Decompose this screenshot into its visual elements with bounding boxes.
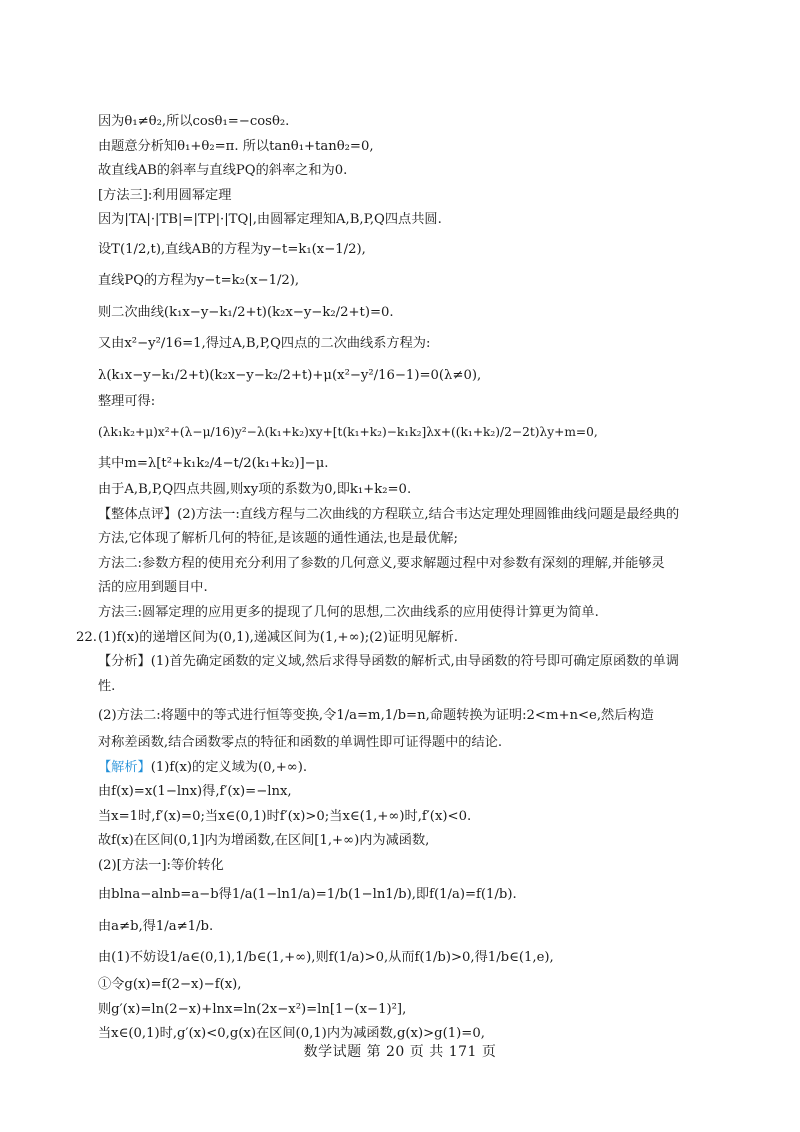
text-line: 由blna−alnb=a−b得1/a(1−ln1/a)=1/b(1−ln1/b),即f(1/a)=f(1/b). xyxy=(98,887,517,903)
text-line: 因为θ₁≠θ₂,所以cosθ₁=−cosθ₂. xyxy=(98,114,290,129)
question-header xyxy=(76,628,748,648)
page-footer: 数学试题 第 20 页 共 171 页 xyxy=(303,1044,497,1060)
text-line: 由题意分析知θ₁+θ₂=π. 所以tanθ₁+tanθ₂=0, xyxy=(98,138,374,154)
text-line: 整理可得: xyxy=(98,394,156,410)
text-line: 则二次曲线(k₁x−y−k₁/2+t)(k₂x−y−k₂/2+t)=0. xyxy=(98,304,394,320)
text-line: 因为|TA|·|TB|=|TP|·|TQ|,由圆幂定理知A,B,P,Q四点共圆. xyxy=(98,212,442,228)
text-line: 故f(x)在区间(0,1]内为增函数,在区间[1,+∞)内为减函数, xyxy=(98,833,430,849)
text-line: ①令g(x)=f(2−x)−f(x), xyxy=(98,976,242,992)
text-line: 由f(x)=x(1−lnx)得,f′(x)=−lnx, xyxy=(98,784,292,800)
text-line: 由(1)不妨设1/a∈(0,1),1/b∈(1,+∞),则f(1/a)>0,从而f(1/b)>0,得1/b∈(1,e), xyxy=(98,950,554,966)
text-line: 当x∈(0,1)时,g′(x)<0,g(x)在区间(0,1)内为减函数,g(x)>g(1)=0, xyxy=(98,1026,485,1042)
analysis-tag: 【解析】 xyxy=(98,759,151,775)
text-line: 活的应用到题目中. xyxy=(98,580,208,596)
text-line: 方法,它体现了解析几何的特征,是该题的通性通法,也是最优解; xyxy=(98,531,458,547)
text-line: 又由x²−y²/16=1,得过A,B,P,Q四点的二次曲线系方程为: xyxy=(98,336,431,352)
text-line: λ(k₁x−y−k₁/2+t)(k₂x−y−k₂/2+t)+μ(x²−y²/16−1)=0(λ≠0), xyxy=(98,367,482,383)
answer-summary: (1)f(x)的递增区间为(0,1),递减区间为(1,+∞);(2)证明见解析. xyxy=(98,629,458,645)
text-line: 其中m=λ[t²+k₁k₂/4−t/2(k₁+k₂)]−μ. xyxy=(98,455,329,471)
analysis-line xyxy=(98,758,748,778)
text-line: 直线PQ的方程为y−t=k₂(x−1/2), xyxy=(98,273,300,289)
text-line: 方法三:圆幂定理的应用更多的提现了几何的思想,二次曲线系的应用使得计算更为简单. xyxy=(98,605,599,621)
text-line: 由a≠b,得1/a≠1/b. xyxy=(98,918,214,934)
text-line: (2)[方法一]:等价转化 xyxy=(98,857,224,873)
text-line: 对称差函数,结合函数零点的特征和函数的单调性即可证得题中的结论. xyxy=(98,734,503,750)
text-line: 方法二:参数方程的使用充分利用了参数的几何意义,要求解题过程中对参数有深刻的理解,并能够灵 xyxy=(98,555,665,571)
text-line: 则g′(x)=ln(2−x)+lnx=ln(2x−x²)=ln[1−(x−1)²], xyxy=(98,1001,407,1017)
text-line: (λk₁k₂+μ)x²+(λ−μ/16)y²−λ(k₁+k₂)xy+[t(k₁+k₂)−k₁k₂]λx+((k₁+k₂)/2−2t)λy+m=0, xyxy=(98,425,598,440)
text-line: 【整体点评】(2)方法一:直线方程与二次曲线的方程联立,结合韦达定理处理圆锥曲线问题是最经典的 xyxy=(98,506,680,522)
content-body xyxy=(76,112,748,1049)
text-line: 设T(1/2,t),直线AB的方程为y−t=k₁(x−1/2), xyxy=(98,241,366,257)
text-line: 当x=1时,f′(x)=0;当x∈(0,1)时f′(x)>0;当x∈(1,+∞)时,f′(x)<0. xyxy=(98,808,472,824)
question-number: 22. xyxy=(76,629,97,645)
text-line: (2)方法二:将题中的等式进行恒等变换,令1/a=m,1/b=n,命题转换为证明:2<m+n<e,然后构造 xyxy=(98,708,654,724)
text-line: 【分析】(1)首先确定函数的定义域,然后求得导函数的解析式,由导函数的符号即可确定原函数的单调 xyxy=(98,654,679,670)
text-line: 由于A,B,P,Q四点共圆,则xy项的系数为0,即k₁+k₂=0. xyxy=(98,482,412,498)
analysis-text: (1)f(x)的定义域为(0,+∞). xyxy=(150,759,308,775)
text-line: [方法三]:利用圆幂定理 xyxy=(98,187,232,203)
text-line: 故直线AB的斜率与直线PQ的斜率之和为0. xyxy=(98,163,348,179)
text-line: 性. xyxy=(98,678,116,694)
